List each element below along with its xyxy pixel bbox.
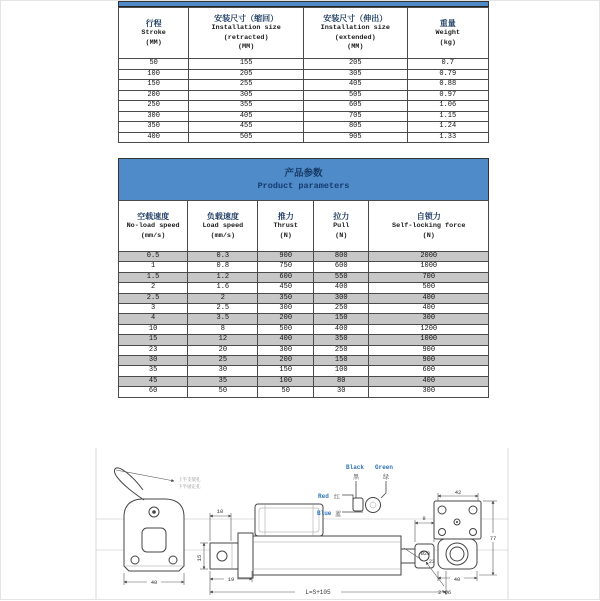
table-cell: 400 — [369, 376, 489, 386]
table-row — [119, 283, 489, 293]
col-pull — [313, 201, 369, 252]
col-extended-en2: (extended) — [334, 33, 376, 42]
table-row — [119, 111, 489, 122]
table-cell: 900 — [369, 356, 489, 366]
table-cell: 750 — [258, 262, 314, 272]
table-cell: 60 — [119, 387, 188, 397]
bracket-note-line1: 上半支架孔 — [178, 478, 201, 483]
table-cell: 150 — [313, 314, 369, 324]
table-row — [119, 366, 489, 376]
col-weight — [407, 8, 488, 59]
table-cell: 250 — [119, 101, 189, 112]
col-thrust — [258, 201, 314, 252]
dim-motor-width: 40 — [453, 576, 461, 583]
table-row — [119, 252, 489, 262]
table-cell: 600 — [369, 366, 489, 376]
table-cell: 450 — [258, 283, 314, 293]
table-row — [119, 387, 489, 397]
table-cell: 400 — [258, 335, 314, 345]
table-cell: 30 — [313, 387, 369, 397]
table-row — [119, 304, 489, 314]
table-cell: 0.5 — [119, 252, 188, 262]
table-cell: 8 — [188, 324, 258, 334]
table-cell: 1.24 — [407, 122, 488, 133]
potentiometer-circle — [366, 498, 381, 513]
col-stroke — [119, 8, 189, 59]
table-cell: 500 — [369, 283, 489, 293]
table-cell: 4 — [119, 314, 188, 324]
table-cell: 205 — [189, 69, 304, 80]
table-cell: 300 — [369, 314, 489, 324]
col-selflock-unit: (N) — [422, 231, 435, 240]
col-weight-zh: 重量 — [439, 19, 456, 28]
table-cell: 1.5 — [119, 272, 188, 282]
rear-bracket-end-view — [114, 468, 201, 586]
col-thrust-unit: (N) — [279, 231, 292, 240]
table2-header-row — [119, 201, 489, 252]
bracket-note-line2: 下半固定孔 — [178, 485, 201, 490]
table-cell: 605 — [303, 101, 407, 112]
piston-rod — [401, 549, 415, 563]
dim-bracket-width: 40 — [150, 579, 158, 586]
table-cell: 2.5 — [119, 293, 188, 303]
table-row — [119, 132, 489, 143]
table-cell: 50 — [119, 59, 189, 70]
table-row — [119, 90, 489, 101]
col-noload-zh: 空载速度 — [137, 212, 170, 221]
table2-body — [119, 252, 489, 398]
stroke-weight-table — [118, 7, 489, 143]
table-cell: 23 — [119, 345, 188, 355]
table-cell: 905 — [303, 132, 407, 143]
table-cell: 300 — [119, 111, 189, 122]
table-cell: 1 — [119, 262, 188, 272]
table-cell: 600 — [258, 272, 314, 282]
wiring-diagram — [317, 464, 393, 518]
table-cell: 505 — [303, 90, 407, 101]
col-thrust-zh: 推力 — [277, 212, 294, 221]
col-stroke-zh: 行程 — [145, 19, 162, 28]
table-cell: 405 — [189, 111, 304, 122]
col-selflock-en: Self-locking force — [392, 222, 466, 230]
col-weight-en: Weight — [435, 29, 461, 37]
stroke-table-section — [118, 1, 489, 143]
col-retracted-unit: (MM) — [237, 43, 255, 52]
wire-label-red: Red — [318, 493, 329, 500]
table-cell: 400 — [369, 304, 489, 314]
col-load-en: Load speed — [202, 222, 244, 230]
col-pull-zh: 拉力 — [333, 212, 350, 221]
table-cell: 300 — [258, 345, 314, 355]
table-cell: 100 — [258, 376, 314, 386]
table-cell: 0.3 — [188, 252, 258, 262]
table-cell: 350 — [258, 293, 314, 303]
col-thrust-en: Thrust — [273, 222, 298, 230]
col-stroke-unit: (MM) — [145, 38, 162, 47]
table-cell: 20 — [188, 345, 258, 355]
wire-label-black-zh: 黑 — [353, 475, 360, 481]
table-cell: 900 — [258, 252, 314, 262]
col-extended-unit: (MM) — [347, 43, 364, 52]
dim-overall-length: L=S+105 — [305, 589, 331, 596]
table-cell: 200 — [119, 90, 189, 101]
product-parameters-table — [118, 200, 489, 398]
wire-label-blue: Blue — [317, 510, 332, 517]
table-row — [119, 376, 489, 386]
table-cell: 1200 — [369, 324, 489, 334]
table-cell: 350 — [313, 335, 369, 345]
table-row — [119, 59, 489, 70]
table-cell: 1.33 — [407, 132, 488, 143]
dim-flange-width: 42 — [454, 489, 462, 496]
table-cell: 250 — [313, 304, 369, 314]
banner-title-en: Product parameters — [257, 181, 350, 191]
table-cell: 10 — [119, 324, 188, 334]
table-cell: 705 — [303, 111, 407, 122]
table-cell: 200 — [258, 314, 314, 324]
col-extended-zh: 安装尺寸（伸出） — [323, 14, 388, 24]
table-cell: 255 — [189, 80, 304, 91]
wire-label-green-zh: 绿 — [383, 475, 390, 481]
table-row — [119, 324, 489, 334]
col-noload-unit: (mm/s) — [140, 231, 166, 240]
table-cell: 30 — [119, 356, 188, 366]
table-cell: 305 — [303, 69, 407, 80]
table-cell: 300 — [258, 304, 314, 314]
table-row — [119, 101, 489, 112]
table-cell: 455 — [189, 122, 304, 133]
table-row — [119, 80, 489, 91]
table-row — [119, 122, 489, 133]
table-cell: 12 — [188, 335, 258, 345]
table-cell: 15 — [119, 335, 188, 345]
table-cell: 150 — [119, 80, 189, 91]
dim-clevis-height: 15 — [196, 554, 203, 562]
table-cell: 400 — [119, 132, 189, 143]
dim-clevis-offset: 10 — [216, 508, 224, 515]
note-leader-line — [116, 470, 174, 481]
col-noload-speed — [119, 201, 188, 252]
table-row — [119, 293, 489, 303]
table1-header-row — [119, 8, 489, 59]
table1-body — [119, 59, 489, 143]
table-cell: 1.6 — [188, 283, 258, 293]
table-row — [119, 314, 489, 324]
table-cell: 3.5 — [188, 314, 258, 324]
wire-label-red-zh: 红 — [334, 495, 341, 501]
table-cell: 400 — [369, 293, 489, 303]
table-cell: 305 — [189, 90, 304, 101]
table-cell: 1000 — [369, 262, 489, 272]
col-pull-en: Pull — [333, 222, 350, 230]
table-cell: 400 — [313, 324, 369, 334]
table-cell: 100 — [313, 366, 369, 376]
table-row — [119, 345, 489, 355]
table-cell: 805 — [303, 122, 407, 133]
table-cell: 900 — [369, 345, 489, 355]
table-cell: 250 — [313, 345, 369, 355]
wire-label-green: Green — [375, 464, 394, 471]
table-cell: 25 — [188, 356, 258, 366]
technical-drawing — [1, 441, 600, 601]
table-cell: 400 — [313, 283, 369, 293]
table-cell: 350 — [119, 122, 189, 133]
table-cell: 0.88 — [407, 80, 488, 91]
table-cell: 2.5 — [188, 304, 258, 314]
col-weight-unit: (kg) — [439, 38, 456, 47]
table-cell: 50 — [258, 387, 314, 397]
table-cell: 1000 — [369, 335, 489, 345]
table-row — [119, 335, 489, 345]
table-cell: 150 — [258, 366, 314, 376]
table-cell: 2000 — [369, 252, 489, 262]
table-row — [119, 272, 489, 282]
actuator-side-view — [196, 504, 451, 596]
table-cell: 505 — [189, 132, 304, 143]
table-cell: 3 — [119, 304, 188, 314]
col-pull-unit: (N) — [335, 231, 348, 240]
col-extended-en1: Installation size — [320, 24, 390, 33]
dim-rod-end-width: 9 — [422, 515, 426, 522]
table-cell: 1.2 — [188, 272, 258, 282]
dim-mount-holes: 2*Ø6 — [438, 589, 452, 596]
table-cell: 2 — [119, 283, 188, 293]
dim-rod-diameter: Ø20 — [421, 551, 431, 557]
col-selflock-zh: 自锁力 — [416, 212, 441, 221]
table-cell: 205 — [303, 59, 407, 70]
col-load-speed — [188, 201, 258, 252]
table-cell: 355 — [189, 101, 304, 112]
col-stroke-en: Stroke — [141, 29, 166, 37]
col-retracted-en2: (retracted) — [223, 33, 269, 42]
actuator-front-view — [434, 489, 499, 583]
table-cell: 155 — [189, 59, 304, 70]
col-extended — [303, 8, 407, 59]
col-load-unit: (mm/s) — [210, 231, 236, 240]
wire-connector-block — [353, 498, 363, 511]
table-cell: 0.7 — [407, 59, 488, 70]
banner-title-zh: 产品参数 — [284, 168, 323, 179]
dim-body-height: 77 — [489, 535, 497, 542]
table-row — [119, 69, 489, 80]
table-cell: 45 — [119, 376, 188, 386]
wire-label-blue-zh: 蓝 — [335, 512, 342, 518]
table-cell: 405 — [303, 80, 407, 91]
table-cell: 2 — [188, 293, 258, 303]
table-cell: 35 — [119, 366, 188, 376]
table-cell: 300 — [369, 387, 489, 397]
dim-clevis-length: 19 — [227, 576, 235, 583]
col-retracted-zh: 安装尺寸（缩回） — [214, 14, 279, 24]
table-row — [119, 356, 489, 366]
col-load-zh: 负载速度 — [206, 212, 239, 221]
table-cell: 30 — [188, 366, 258, 376]
col-noload-en: No-load speed — [126, 222, 180, 230]
table-cell: 300 — [313, 293, 369, 303]
table-cell: 0.97 — [407, 90, 488, 101]
table-cell: 1.06 — [407, 101, 488, 112]
table-cell: 50 — [188, 387, 258, 397]
table-cell: 100 — [119, 69, 189, 80]
table-cell: 80 — [313, 376, 369, 386]
table-cell: 550 — [313, 272, 369, 282]
table-cell: 1.15 — [407, 111, 488, 122]
table-cell: 150 — [313, 356, 369, 366]
product-parameters-banner — [118, 158, 489, 200]
table-cell: 800 — [313, 252, 369, 262]
dim-rod-length: 23 — [429, 559, 436, 565]
table-cell: 500 — [258, 324, 314, 334]
table-row — [119, 262, 489, 272]
table-cell: 0.8 — [188, 262, 258, 272]
table-cell: 35 — [188, 376, 258, 386]
product-parameters-section — [118, 158, 489, 398]
col-retracted-en1: Installation size — [211, 24, 281, 33]
col-retracted — [189, 8, 304, 59]
table-cell: 700 — [369, 272, 489, 282]
table-cell: 600 — [313, 262, 369, 272]
col-selflock — [369, 201, 489, 252]
wire-label-black: Black — [346, 464, 365, 471]
table-cell: 0.79 — [407, 69, 488, 80]
table-cell: 200 — [258, 356, 314, 366]
